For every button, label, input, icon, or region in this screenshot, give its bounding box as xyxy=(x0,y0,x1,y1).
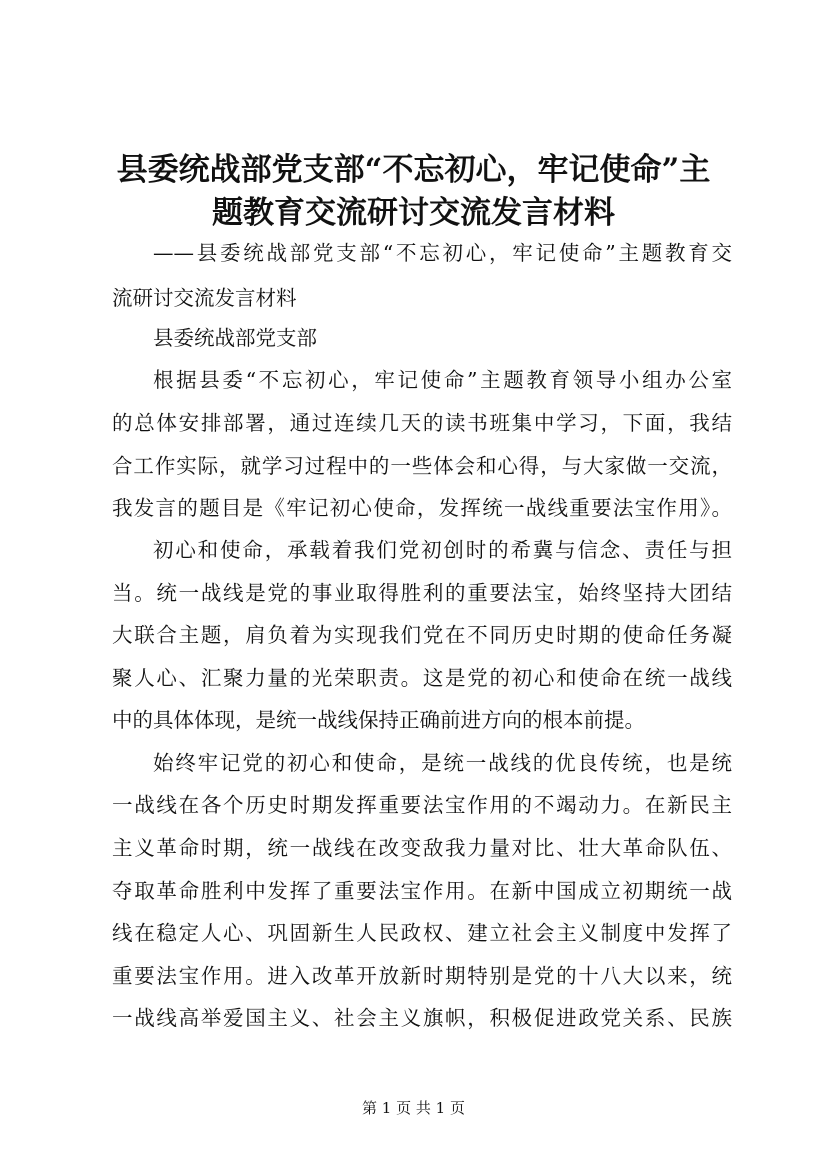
document-title-line-2: 题教育交流研讨交流发言材料 xyxy=(212,195,615,231)
paragraph-line: 主义革命时期，统一战线在改变敌我力量对比、壮大革命队伍、 xyxy=(112,836,732,860)
page-footer: 第 1 页 共 1 页 xyxy=(362,1099,465,1117)
paragraph-line: 根据县委“不忘初心，牢记使命”主题教育领导小组办公室 xyxy=(153,368,732,392)
paragraph-line: 中的具体体现，是统一战线保持正确前进方向的根本前提。 xyxy=(112,708,645,732)
paragraph-line: 初心和使命，承载着我们党初创时的希冀与信念、责任与担 xyxy=(153,538,732,562)
paragraph-line: 当。统一战线是党的事业取得胜利的重要法宝，始终坚持大团结 xyxy=(112,581,732,605)
paragraph-line: 大联合主题，肩负着为实现我们党在不同历史时期的使命任务凝 xyxy=(112,623,732,647)
paragraph-line: 重要法宝作用。进入改革开放新时期特别是党的十八大以来，统 xyxy=(112,964,732,988)
document-title-line-1: 县委统战部党支部“不忘初心，牢记使命”主 xyxy=(116,152,711,188)
paragraph-line: 合工作实际，就学习过程中的一些体会和心得，与大家做一交流， xyxy=(112,454,732,478)
paragraph-line: 的总体安排部署，通过连续几天的读书班集中学习，下面，我结 xyxy=(112,411,732,435)
paragraph-line: 我发言的题目是《牢记初心使命，发挥统一战线重要法宝作用》。 xyxy=(112,496,732,520)
subtitle-line-1: ——县委统战部党支部“不忘初心，牢记使命”主题教育交 xyxy=(153,241,732,265)
author-line: 县委统战部党支部 xyxy=(153,326,317,350)
paragraph-line: 始终牢记党的初心和使命，是统一战线的优良传统，也是统 xyxy=(153,751,732,775)
paragraph-line: 一战线在各个历史时期发挥重要法宝作用的不竭动力。在新民主 xyxy=(112,793,732,817)
paragraph-line: 聚人心、汇聚力量的光荣职责。这是党的初心和使命在统一战线 xyxy=(112,666,732,690)
paragraph-line: 线在稳定人心、巩固新生人民政权、建立社会主义制度中发挥了 xyxy=(112,921,732,945)
paragraph-line: 一战线高举爱国主义、社会主义旗帜，积极促进政党关系、民族 xyxy=(112,1006,732,1030)
paragraph-line: 夺取革命胜利中发挥了重要法宝作用。在新中国成立初期统一战 xyxy=(112,879,732,903)
subtitle-line-2: 流研讨交流发言材料 xyxy=(112,286,297,310)
